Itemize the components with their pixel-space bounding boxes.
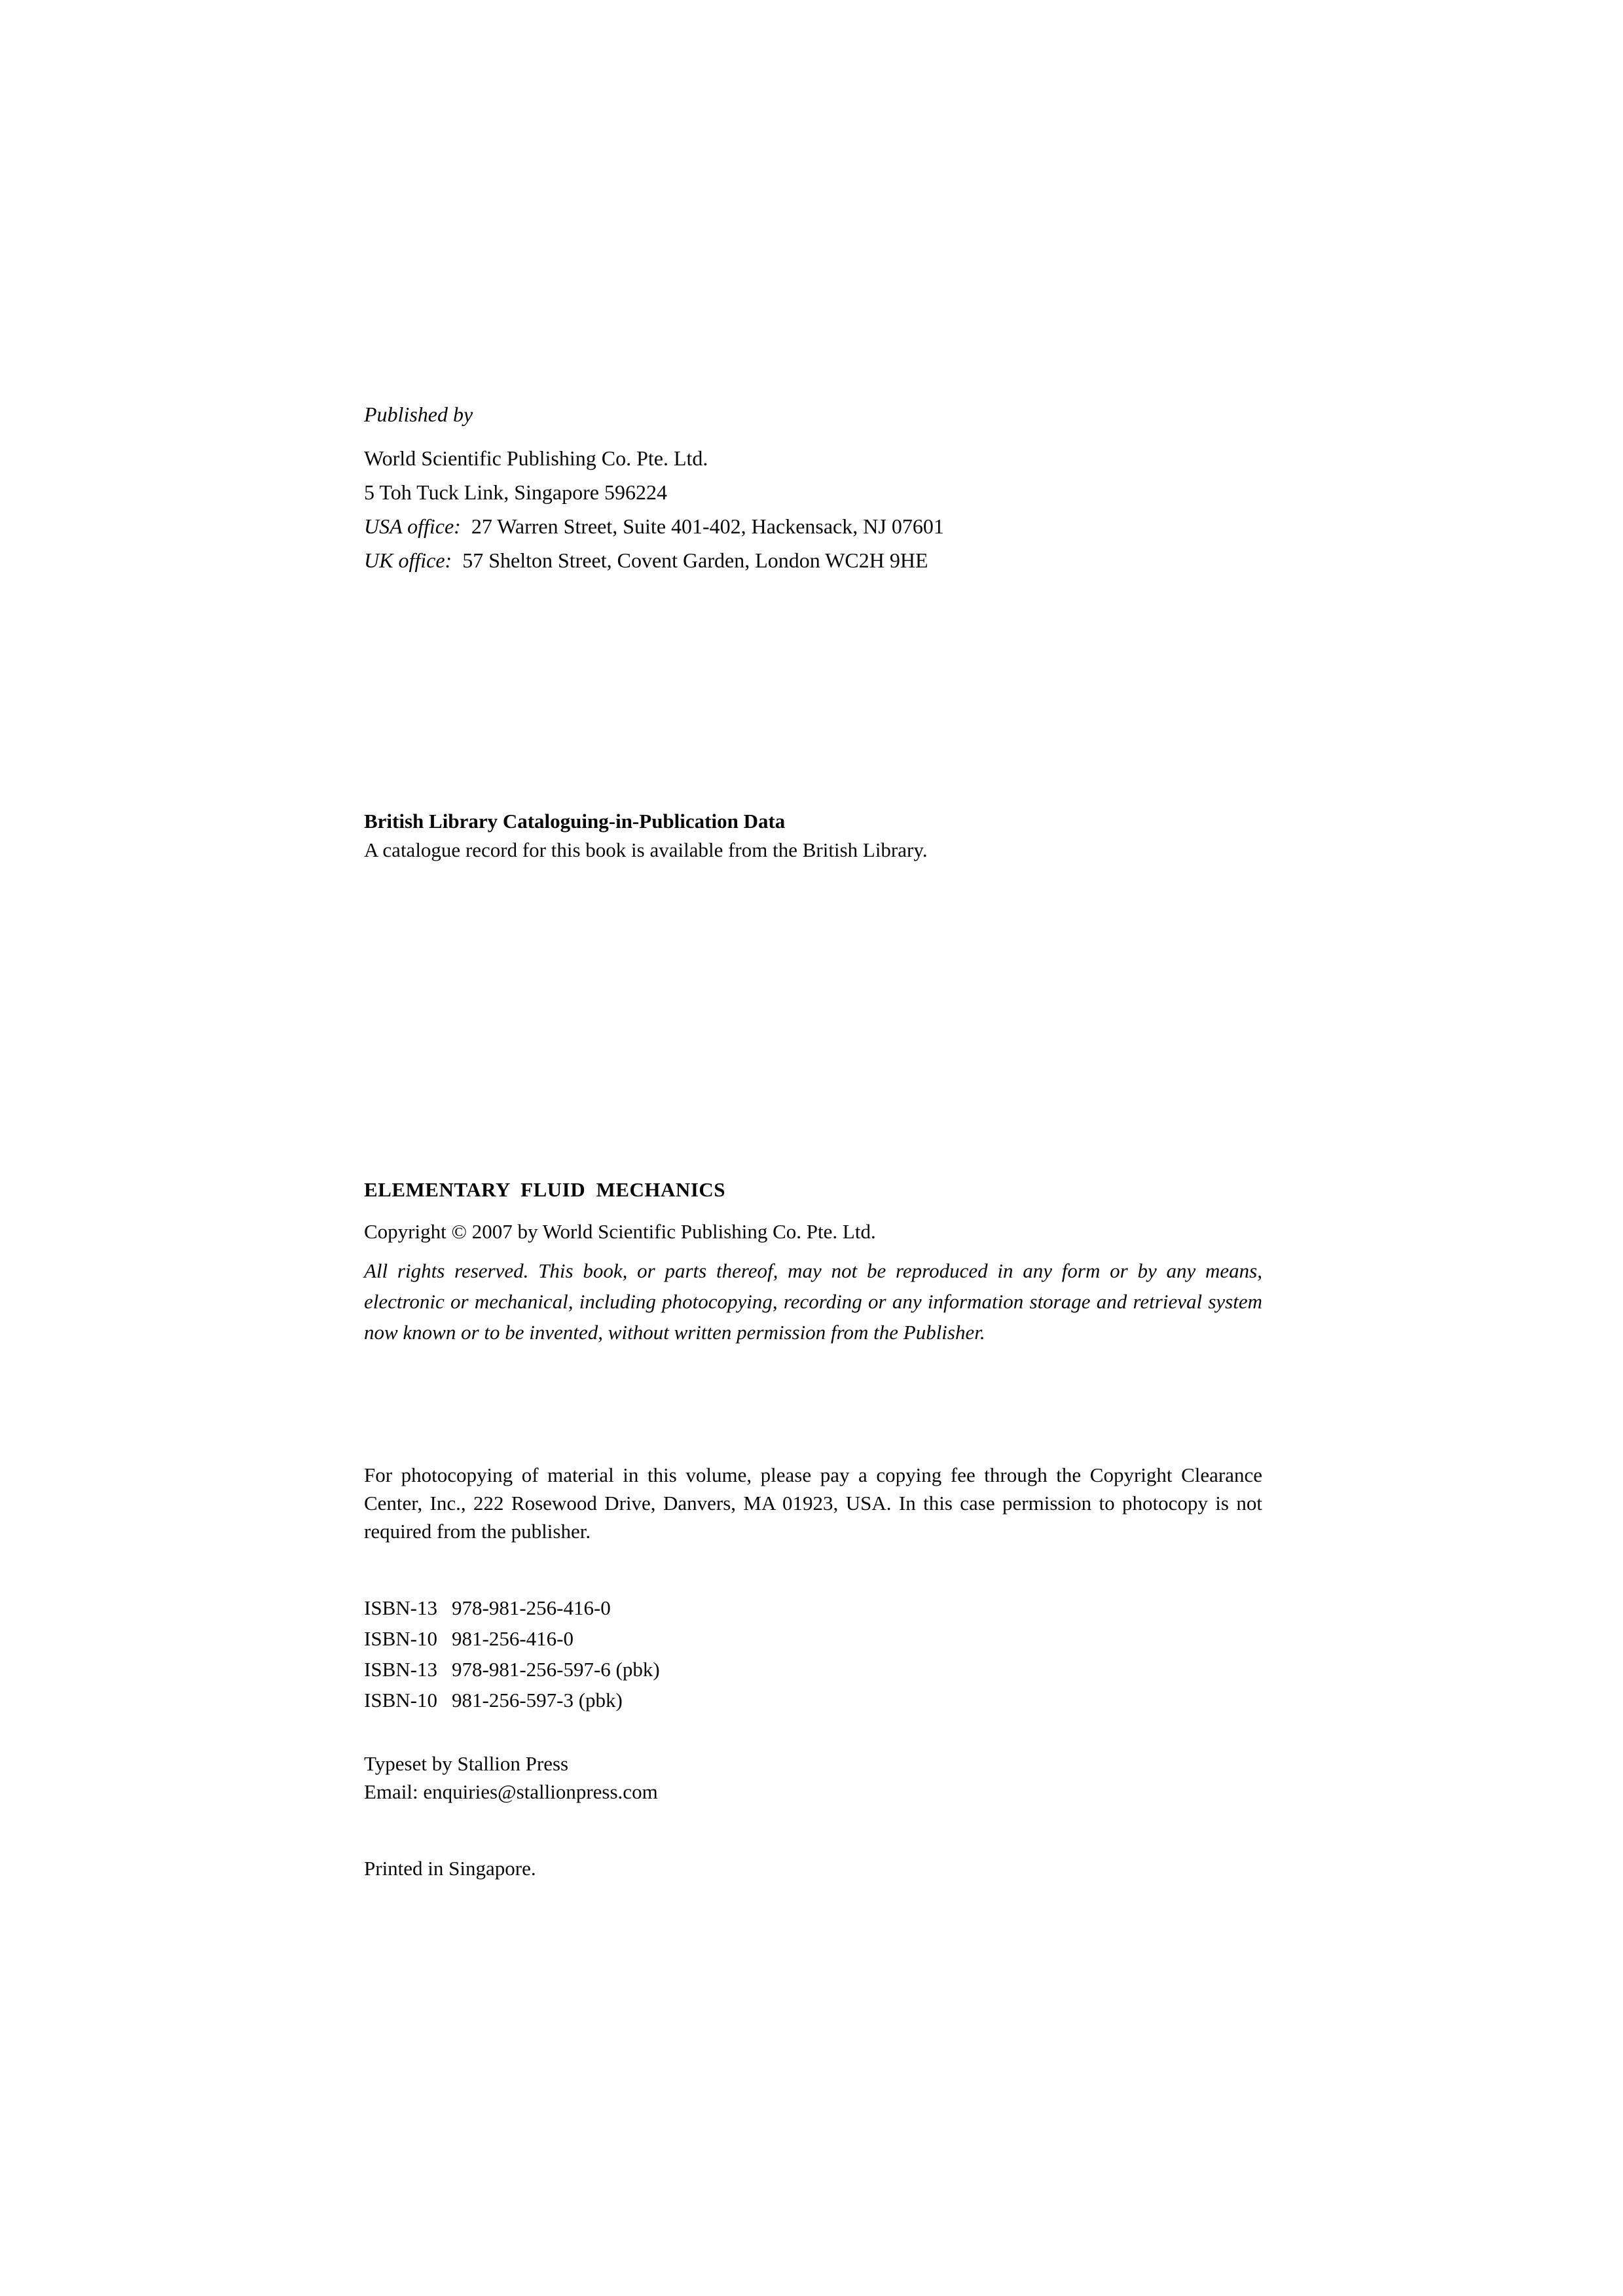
isbn-value: 978-981-256-416-0 [452,1596,611,1619]
uk-office-line [364,543,1262,577]
isbn-line [364,1623,1262,1654]
cip-text: A catalogue record for this book is available from the British Library. [364,838,928,861]
isbn-line [364,1592,1262,1623]
usa-office-line [364,509,1262,543]
uk-office-label: UK office: [364,548,452,572]
isbn-label: ISBN-10 [364,1627,437,1650]
publisher-name: World Scientific Publishing Co. Pte. Ltd. [364,446,708,470]
typeset-line: Typeset by Stallion Press [364,1752,569,1775]
publisher-block [364,397,1262,577]
photocopy-notice: For photocopying of material in this volume, please pay a copying fee through the Copyright Clearance Center, Inc., 222 Rosewood Drive, Danvers, MA 01923, USA. In this case permission to photocopy is not required from the publisher. [364,1463,1262,1543]
isbn-value: 981-256-597-3 (pbk) [452,1689,623,1712]
usa-office-address: 27 Warren Street, Suite 401-402, Hackensack, NJ 07601 [471,514,944,538]
printed-line: Printed in Singapore. [364,1857,536,1880]
cip-heading: British Library Cataloguing-in-Publication Data [364,810,786,833]
cataloguing-block [364,807,1262,865]
copyright-block [364,1175,1262,1348]
isbn-line [364,1654,1262,1685]
publisher-address: 5 Toh Tuck Link, Singapore 596224 [364,480,667,504]
isbn-value: 978-981-256-597-6 (pbk) [452,1658,660,1681]
isbn-block [364,1592,1262,1715]
copyright-line: Copyright © 2007 by World Scientific Publishing Co. Pte. Ltd. [364,1220,876,1243]
rights-paragraph: All rights reserved. This book, or parts thereof, may not be reproduced in any form or by any means, electronic or mechanical, including photocopying, recording or any information storage and retrieval system now known or to be invented, without written permission from the Publisher. [364,1259,1262,1344]
typeset-block [364,1749,1262,1806]
typeset-email-line: Email: enquiries@stallionpress.com [364,1780,658,1803]
uk-office-address: 57 Shelton Street, Covent Garden, London WC2H 9HE [462,548,928,572]
published-by-label: Published by [364,403,473,426]
isbn-label: ISBN-10 [364,1689,437,1712]
isbn-label: ISBN-13 [364,1658,437,1681]
isbn-line [364,1685,1262,1715]
isbn-value: 981-256-416-0 [452,1627,574,1650]
book-title: ELEMENTARY FLUID MECHANICS [364,1178,726,1201]
usa-office-label: USA office: [364,514,461,538]
isbn-label: ISBN-13 [364,1596,437,1619]
